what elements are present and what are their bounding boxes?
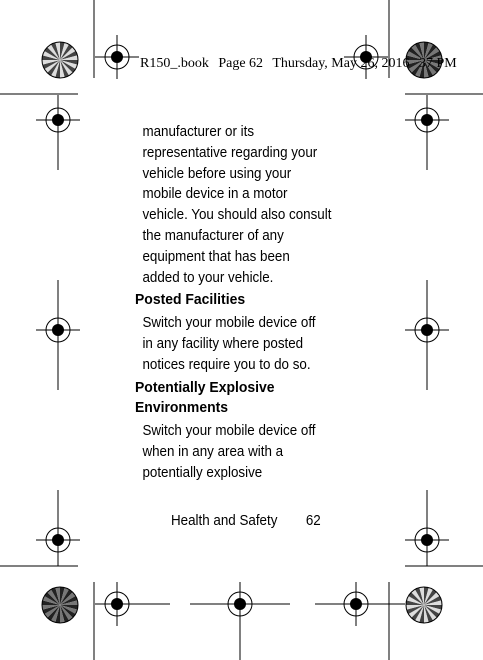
color-wheel-icon [42, 587, 78, 623]
registration-mark-icon [334, 582, 378, 626]
paragraph-posted-facilities [142, 313, 335, 375]
footer-page-number: 62 [305, 513, 321, 529]
text-line: representative regarding your [142, 144, 318, 161]
header-date: Thursday, May 26, 2016 [272, 56, 410, 71]
registration-mark-icon [405, 518, 449, 562]
text-line: manufacturer or its [142, 124, 255, 140]
header-page: Page 62 [218, 56, 264, 71]
footer-section: Health and Safety [171, 513, 278, 529]
registration-mark-icon [95, 35, 139, 79]
color-wheel-icon [42, 42, 78, 78]
registration-mark-icon [95, 582, 139, 626]
color-wheel-icon [406, 587, 442, 623]
header-time: 37 PM [418, 56, 457, 71]
text-line: vehicle. You should also consult [142, 207, 332, 224]
registration-mark-icon [405, 308, 449, 352]
text-line: potentially explosive [142, 464, 263, 481]
page-footer [171, 513, 338, 533]
text-line: Switch your mobile device off [142, 315, 316, 332]
text-line: equipment that has been [142, 248, 290, 265]
registration-mark-icon [36, 98, 80, 142]
text-line: when in any area with a [142, 443, 284, 460]
text-line: notices require you to do so. [142, 356, 311, 373]
paragraph-explosive-environments [142, 421, 335, 483]
paragraph-vehicle [142, 122, 335, 288]
heading-posted-facilities: Posted Facilities [135, 291, 246, 309]
text-line: the manufacturer of any [142, 227, 284, 244]
text-line: vehicle before using your [142, 165, 292, 182]
registration-mark-icon [405, 98, 449, 142]
heading-line: Potentially Explosive [135, 378, 275, 396]
registration-mark-icon [36, 518, 80, 562]
heading-line: Environments [135, 399, 229, 417]
text-line: added to your vehicle. [142, 269, 274, 286]
text-line: Switch your mobile device off [142, 423, 316, 440]
page-body [135, 122, 335, 484]
header-book: R150_.book [140, 56, 209, 71]
heading-explosive-environments [135, 378, 335, 420]
print-header [140, 54, 482, 74]
text-line: in any facility where posted [142, 335, 304, 352]
registration-mark-icon [218, 582, 262, 626]
text-line: mobile device in a motor [142, 186, 288, 203]
registration-mark-icon [36, 308, 80, 352]
